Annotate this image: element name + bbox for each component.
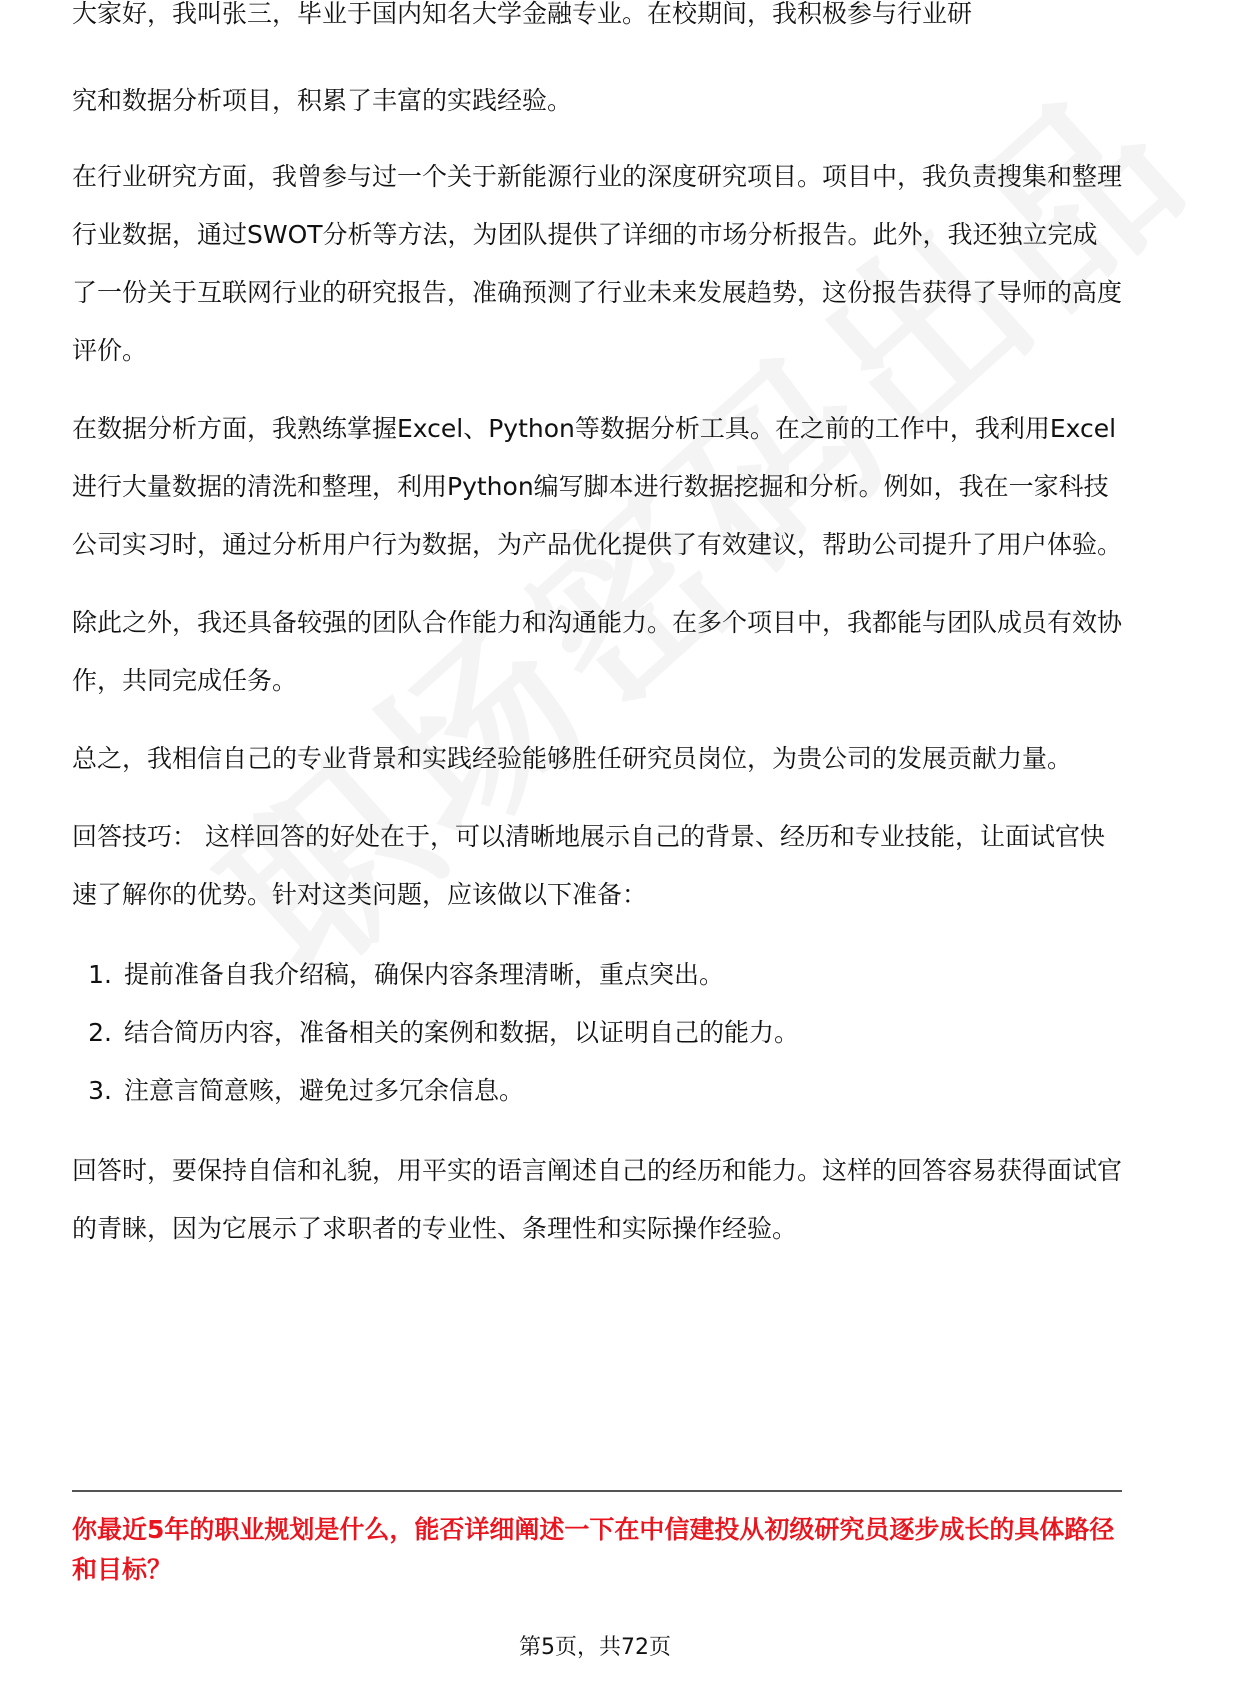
- closing-paragraph: 回答时，要保持自信和礼貌，用平实的语言阐述自己的经历和能力。这样的回答容易获得面试官的青睐，因为它展示了求职者的专业性、条理性和实际操作经验。: [72, 1156, 1123, 1243]
- page-footer: 第5页，共72页: [519, 1635, 671, 1660]
- list-item: [72, 946, 1122, 1004]
- next-question-heading: 你最近5年的职业规划是什么，能否详细阐述一下在中信建投从初级研究员逐步成长的具体路径和目标？: [72, 1515, 1115, 1584]
- cut-off-line-text: 大家好，我叫张三，毕业于国内知名大学金融专业。在校期间，我积极参与行业研: [72, 0, 973, 28]
- list-number: 2.: [88, 1018, 112, 1047]
- cut-off-line: [72, 0, 1122, 72]
- paragraph: 总之，我相信自己的专业背景和实践经验能够胜任研究员岗位，为贵公司的发展贡献力量。: [72, 744, 1073, 773]
- paragraph: 在数据分析方面，我熟练掌握Excel、Python等数据分析工具。在之前的工作中，我利用Excel进行大量数据的清洗和整理，利用Python编写脚本进行数据挖掘和分析。例如，我在一家科技公司实习时，通过分析用户行为数据，为产品优化提供了有效建议，帮助公司提升了用户体验。: [72, 414, 1123, 559]
- list-item: [72, 1062, 1122, 1120]
- paragraph: 回答技巧： 这样回答的好处在于，可以清晰地展示自己的背景、经历和专业技能，让面试官快速了解你的优势。针对这类问题，应该做以下准备：: [72, 822, 1105, 909]
- tips-list: [72, 946, 1122, 1120]
- list-text: 注意言简意赅，避免过多冗余信息。: [124, 1076, 525, 1105]
- paragraph: 除此之外，我还具备较强的团队合作能力和沟通能力。在多个项目中，我都能与团队成员有效协作，共同完成任务。: [72, 608, 1123, 695]
- list-item: [72, 1004, 1122, 1062]
- paragraph: 在行业研究方面，我曾参与过一个关于新能源行业的深度研究项目。项目中，我负责搜集和整理行业数据，通过SWOT分析等方法，为团队提供了详细的市场分析报告。此外，我还独立完成了一份关于互联网行业的研究报告，准确预测了行业未来发展趋势，这份报告获得了导师的高度评价。: [72, 162, 1123, 365]
- list-number: 3.: [88, 1076, 112, 1105]
- body-text: [72, 0, 1123, 1258]
- paragraph: 究和数据分析项目，积累了丰富的实践经验。: [72, 86, 573, 115]
- list-number: 1.: [88, 960, 112, 989]
- section-divider: [72, 1490, 1122, 1492]
- list-text: 结合简历内容，准备相关的案例和数据，以证明自己的能力。: [124, 1018, 800, 1047]
- list-text: 提前准备自我介绍稿，确保内容条理清晰，重点突出。: [124, 960, 725, 989]
